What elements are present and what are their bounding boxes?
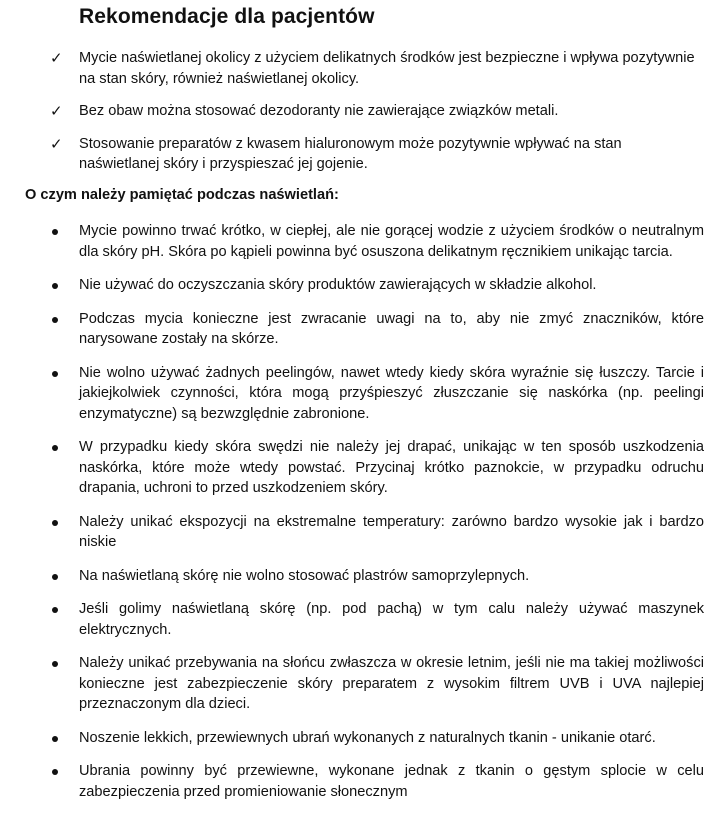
rule-text: Podczas mycia konieczne jest zwracanie uwagi na to, aby nie zmyć znaczników, które narysowane zostały na skórze. [79, 310, 704, 347]
rule-item [0, 221, 725, 262]
rule-item [0, 653, 725, 715]
rule-item [0, 761, 725, 802]
bullet-icon [52, 283, 58, 289]
rule-text: Należy unikać przebywania na słońcu zwłaszcza w okresie letnim, jeśli nie ma takiej możliwości konieczne jest zabezpieczenie skóry preparatem z wysokim filtrem UVB i UVA najlepiej przeznaczonym dla dzieci. [79, 655, 704, 712]
rule-item [0, 599, 725, 640]
checkmark-icon: ✓ [50, 50, 63, 67]
section-heading: O czym należy pamiętać podczas naświetlań: [25, 187, 339, 203]
rule-text: Na naświetlaną skórę nie wolno stosować plastrów samoprzylepnych. [79, 567, 530, 584]
recommendation-text: Stosowanie preparatów z kwasem hialuronowym może pozytywnie wpływać na stan naświetlanej skóry i przyspieszać jej gojenie. [79, 135, 622, 172]
recommendation-item [0, 101, 725, 122]
bullet-icon [52, 445, 58, 451]
rule-item [0, 728, 725, 749]
rule-text: W przypadku kiedy skóra swędzi nie należy jej drapać, unikając w ten sposób uszkodzenia naskórka, które może wtedy powstać. Przycinaj krótko paznokcie, w przypadku odruchu drapania, uchroni to przed uszkodzeniem skóry. [79, 439, 704, 496]
recommendation-text: Mycie naświetlanej okolicy z użyciem delikatnych środków jest bezpieczne i wpływa pozytywnie na stan skóry, również naświetlanej okolicy. [79, 50, 695, 87]
bullet-icon [52, 371, 58, 377]
bullet-icon [52, 769, 58, 775]
rule-item [0, 275, 725, 296]
rule-item [0, 566, 725, 587]
bullet-icon [52, 317, 58, 323]
rule-text: Należy unikać ekspozycji na ekstremalne temperatury: zarówno bardzo wysokie jak i bardzo niskie [79, 513, 704, 550]
rule-text: Noszenie lekkich, przewiewnych ubrań wykonanych z naturalnych tkanin - unikanie otarć. [79, 729, 656, 746]
rule-text: Jeśli golimy naświetlaną skórę (np. pod pachą) w tym calu należy używać maszynek elektrycznych. [79, 601, 704, 638]
bullet-icon [52, 607, 58, 613]
rule-text: Nie używać do oczyszczania skóry produktów zawierających w składzie alkohol. [79, 277, 597, 293]
bullet-icon [52, 574, 58, 580]
rule-item [0, 363, 725, 425]
recommendation-text: Bez obaw można stosować dezodoranty nie zawierające związków metali. [79, 103, 559, 119]
rule-item [0, 437, 725, 499]
recommendations-list [0, 48, 725, 187]
bullet-icon [52, 736, 58, 742]
page-title: Rekomendacje dla pacjentów [79, 5, 375, 28]
rule-item [0, 512, 725, 553]
recommendation-item [0, 134, 725, 175]
bullet-icon [52, 520, 58, 526]
rules-list [0, 221, 725, 815]
rule-item [0, 309, 725, 350]
rule-text: Ubrania powinny być przewiewne, wykonane jednak z tkanin o gęstym splocie w celu zabezpieczenia przed promieniowanie słonecznym [79, 763, 704, 800]
recommendation-item [0, 48, 725, 89]
checkmark-icon: ✓ [50, 135, 63, 153]
bullet-icon [52, 661, 58, 667]
bullet-icon [52, 229, 58, 235]
checkmark-icon: ✓ [50, 103, 63, 120]
rule-text: Mycie powinno trwać krótko, w ciepłej, ale nie gorącej wodzie z użyciem środków o neutralnym dla skóry pH. Skóra po kąpieli powinna być osuszona delikatnym ręcznikiem unikając tarcia. [79, 223, 704, 260]
rule-text: Nie wolno używać żadnych peelingów, nawet wtedy kiedy skóra wyraźnie się łuszczy. Tarcie i jakiejkolwiek czynności, która mogą przyśpieszyć złuszczanie się naskórka (np. peelingi enzymatyczne) są bezwzględnie zabronione. [79, 364, 704, 422]
